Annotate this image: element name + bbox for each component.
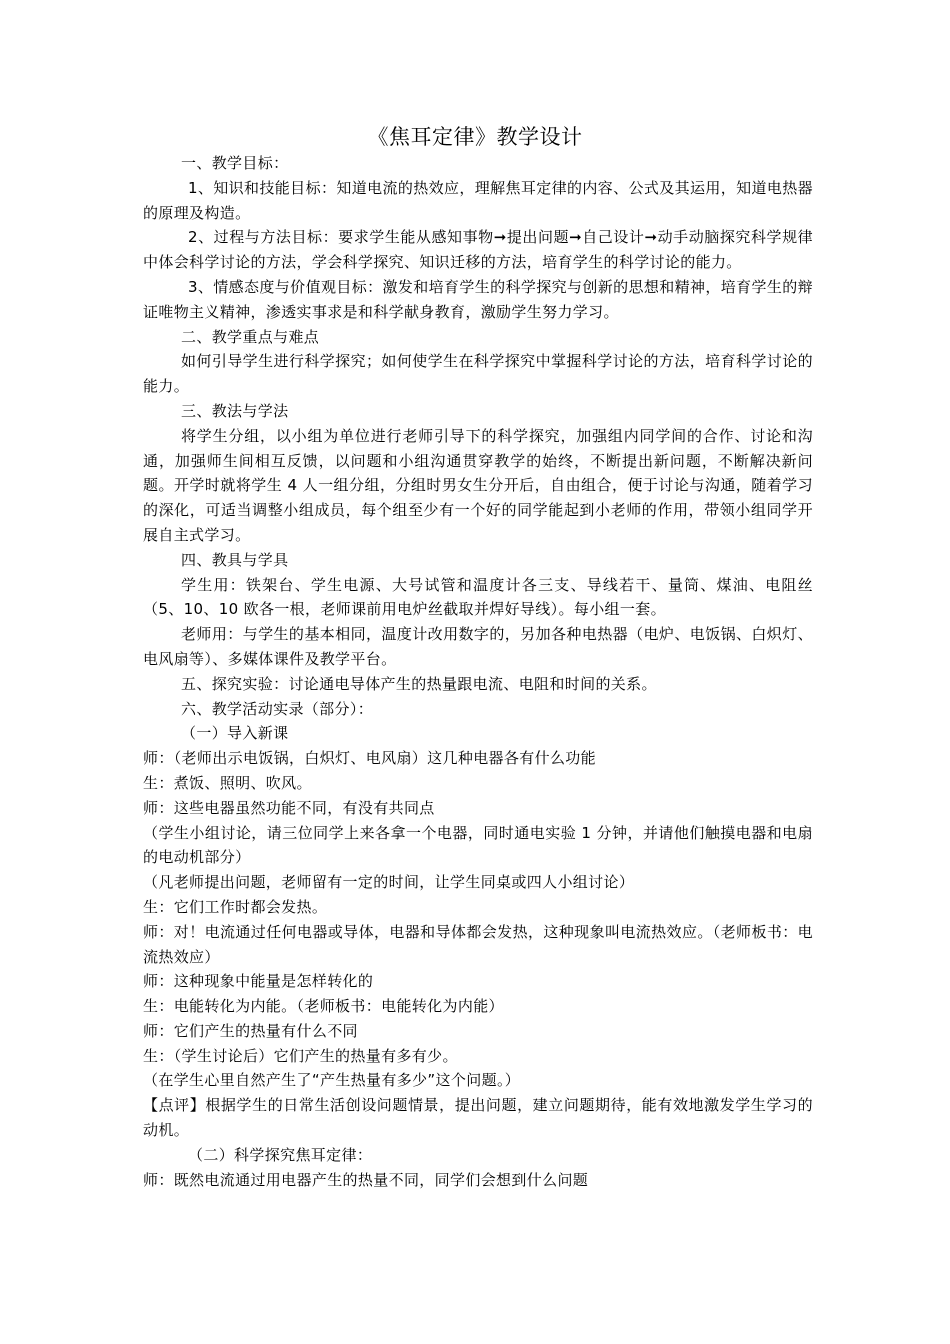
dialogue-line: 生：（学生讨论后）它们产生的热量有多有少。 bbox=[143, 1046, 458, 1065]
section-heading-activities: 六、教学活动实录（部分）： bbox=[181, 699, 374, 718]
section-heading-methods: 三、教法与学法 bbox=[181, 401, 289, 420]
dialogue-line: 师：这种现象中能量是怎样转化的 bbox=[143, 972, 374, 991]
dialogue-line: 师：这些电器虽然功能不同，有没有共同点 bbox=[143, 798, 435, 817]
methods-paragraph: 将学生分组，以小组为单位进行老师引导下的科学探究，加强组内同学间的合作、讨论和沟通，加强师生间相互反馈，以问题和小组沟通贯穿教学的始终，不断提出新问题，不断解决新问题。开学时就将学生 4 人一组分组，分组时男女生分开后，自由组合，便于讨论与沟通，随着学习的深化，可适当调整小组成员，每个组至少有一个好的同学能起到小老师的作用，带领小组同学开展自主式学习。 bbox=[143, 426, 813, 544]
dialogue-line: 师：对！电流通过任何电器或导体，电器和导体都会发热，这种现象叫电流热效应。（老师板书：电流热效应） bbox=[143, 922, 813, 966]
objective-knowledge: 1、知识和技能目标：知道电流的热效应，理解焦耳定律的内容、公式及其运用，知道电热器的原理及构造。 bbox=[143, 178, 813, 222]
subheading-introduction: （一）导入新课 bbox=[181, 724, 289, 743]
section-heading-equipment: 四、教具与学具 bbox=[181, 550, 289, 569]
objective-attitude: 3、情感态度与价值观目标：激发和培育学生的科学探究与创新的思想和精神，培育学生的辩证唯物主义精神，渗透实事求是和科学献身教育，激励学生努力学习。 bbox=[143, 277, 813, 321]
equipment-students: 学生用：铁架台、学生电源、大号试管和温度计各三支、导线若干、量筒、煤油、电阻丝（5、10、10 欧各一根，老师课前用电炉丝截取并焊好导线）。每小组一套。 bbox=[143, 575, 813, 619]
dialogue-line: 生：煮饭、照明、吹风。 bbox=[143, 773, 312, 792]
equipment-teacher: 老师用：与学生的基本相同，温度计改用数字的，另加各种电热器（电炉、电饭锅、白炽灯、电风扇等）、多媒体课件及教学平台。 bbox=[143, 625, 813, 668]
document-body bbox=[143, 151, 813, 1192]
section-heading-objectives: 一、教学目标： bbox=[181, 154, 289, 172]
dialogue-line: 生：它们工作时都会发热。 bbox=[143, 897, 328, 916]
section-heading-key-points: 二、教学重点与难点 bbox=[181, 327, 320, 346]
dialogue-line: 师：既然电流通过用电器产生的热量不同，同学们会想到什么问题 bbox=[143, 1170, 589, 1189]
commentary-note: 【点评】根据学生的日常生活创设问题情景，提出问题，建立问题期待，能有效地激发学生学习的动机。 bbox=[143, 1096, 813, 1140]
dialogue-line: 师：它们产生的热量有什么不同 bbox=[143, 1021, 358, 1040]
subheading-inquiry: （二）科学探究焦耳定律： bbox=[188, 1145, 373, 1164]
section-heading-experiment: 五、探究实验：讨论通电导体产生的热量跟电流、电阻和时间的关系。 bbox=[181, 674, 657, 693]
dialogue-line: （在学生心里自然产生了“产生热量有多少”这个问题。） bbox=[143, 1071, 521, 1090]
dialogue-line: （学生小组讨论，请三位同学上来各拿一个电器，同时通电实验 1 分钟，并请他们触摸电器和电扇的电动机部分） bbox=[143, 823, 813, 867]
dialogue-line: （凡老师提出问题，老师留有一定的时间，让学生同桌或四人小组讨论） bbox=[143, 873, 635, 892]
dialogue-line: 师：（老师出示电饭锅，白炽灯、电风扇）这几种电器各有什么功能 bbox=[143, 749, 597, 768]
key-points-paragraph: 如何引导学生进行科学探究；如何使学生在科学探究中掌握科学讨论的方法，培育科学讨论的能力。 bbox=[143, 352, 813, 396]
dialogue-line: 生：电能转化为内能。（老师板书：电能转化为内能） bbox=[143, 997, 504, 1016]
document-title: 《焦耳定律》教学设计 bbox=[367, 125, 583, 149]
objective-process: 2、过程与方法目标：要求学生能从感知事物➞提出问题➞自己设计➞动手动脑探究科学规律中体会科学讨论的方法，学会科学探究、知识迁移的方法，培育学生的科学讨论的能力。 bbox=[143, 228, 813, 272]
